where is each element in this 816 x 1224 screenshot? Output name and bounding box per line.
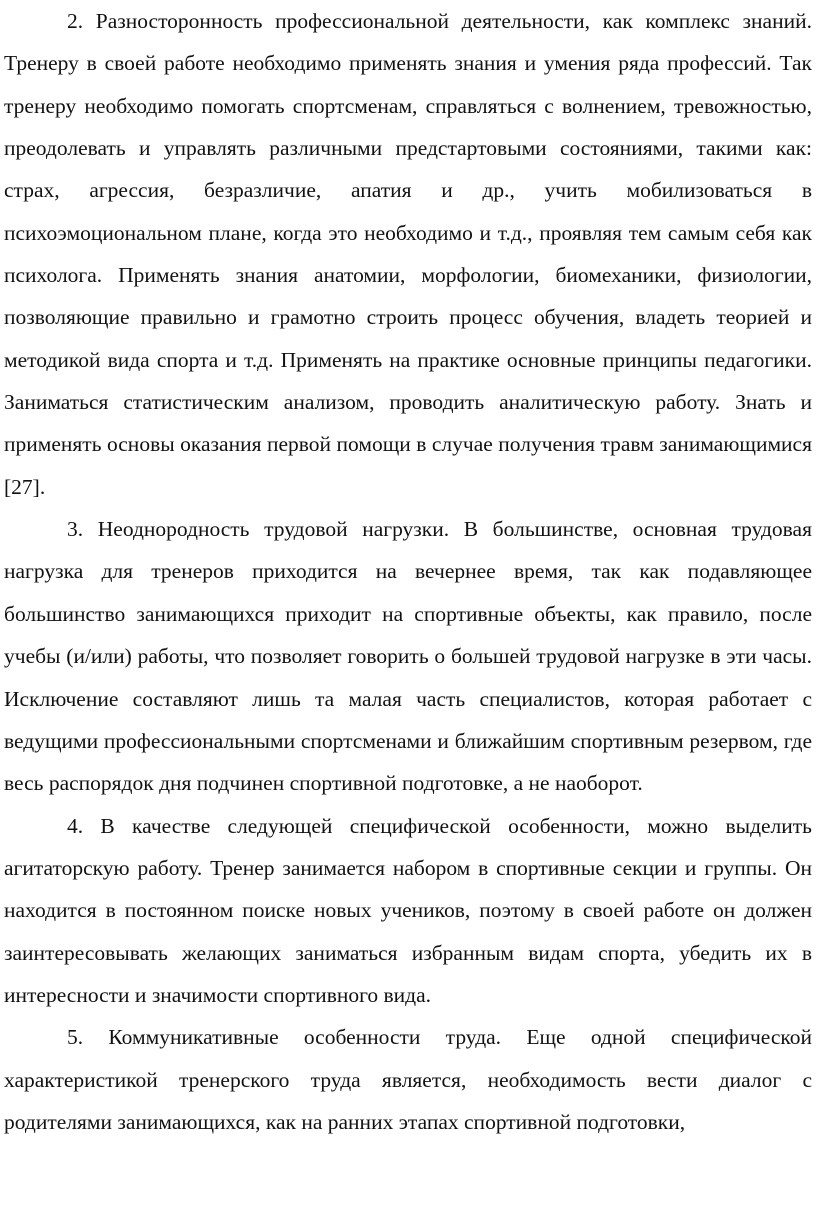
document-body: [4, 0, 812, 1143]
paragraph-recruitment: 4. В качестве следующей специфической особенности, можно выделить агитаторскую работу. Тренер занимается набором в спортивные секции и группы. Он находится в постоянном поиске новых учеников, поэтому в своей работе он должен заинтересовывать желающих заниматься избранным видам спорта, убедить их в интересности и значимости спортивного вида.: [4, 813, 812, 1007]
paragraph-versatility: 2. Разносторонность профессиональной деятельности, как комплекс знаний. Тренеру в своей работе необходимо применять знания и умения ряда профессий. Так тренеру необходимо помогать спортсменам, справляться с волнением, тревожностью, преодолевать и управлять различными предстартовыми состояниями, такими как: страх, агрессия, безразличие, апатия и др., учить мобилизоваться в психоэмоциональном плане, когда это необходимо и т.д., проявляя тем самым себя как психолога. Применять знания анатомии, морфологии, биомеханики, физиологии, позволяющие правильно и грамотно строить процесс обучения, владеть теорией и методикой вида спорта и т.д. Применять на практике основные принципы педагогики. Заниматься статистическим анализом, проводить аналитическую работу. Знать и применять основы оказания первой помощи в случае получения травм занимающимися [27].: [4, 9, 812, 499]
paragraph-workload: 3. Неоднородность трудовой нагрузки. В большинстве, основная трудовая нагрузка для тренеров приходится на вечернее время, так как подавляющее большинство занимающихся приходит на спортивные объекты, как правило, после учебы (и/или) работы, что позволяет говорить о большей трудовой нагрузке в эти часы. Исключение составляют лишь та малая часть специалистов, которая работает с ведущими профессиональными спортсменами и ближайшим спортивным резервом, где весь распорядок дня подчинен спортивной подготовке, а не наоборот.: [4, 517, 812, 796]
paragraph-communication: 5. Коммуникативные особенности труда. Еще одной специфической характеристикой тренерского труда является, необходимость вести диалог с родителями занимающихся, как на ранних этапах спортивной подготовки,: [4, 1025, 812, 1134]
